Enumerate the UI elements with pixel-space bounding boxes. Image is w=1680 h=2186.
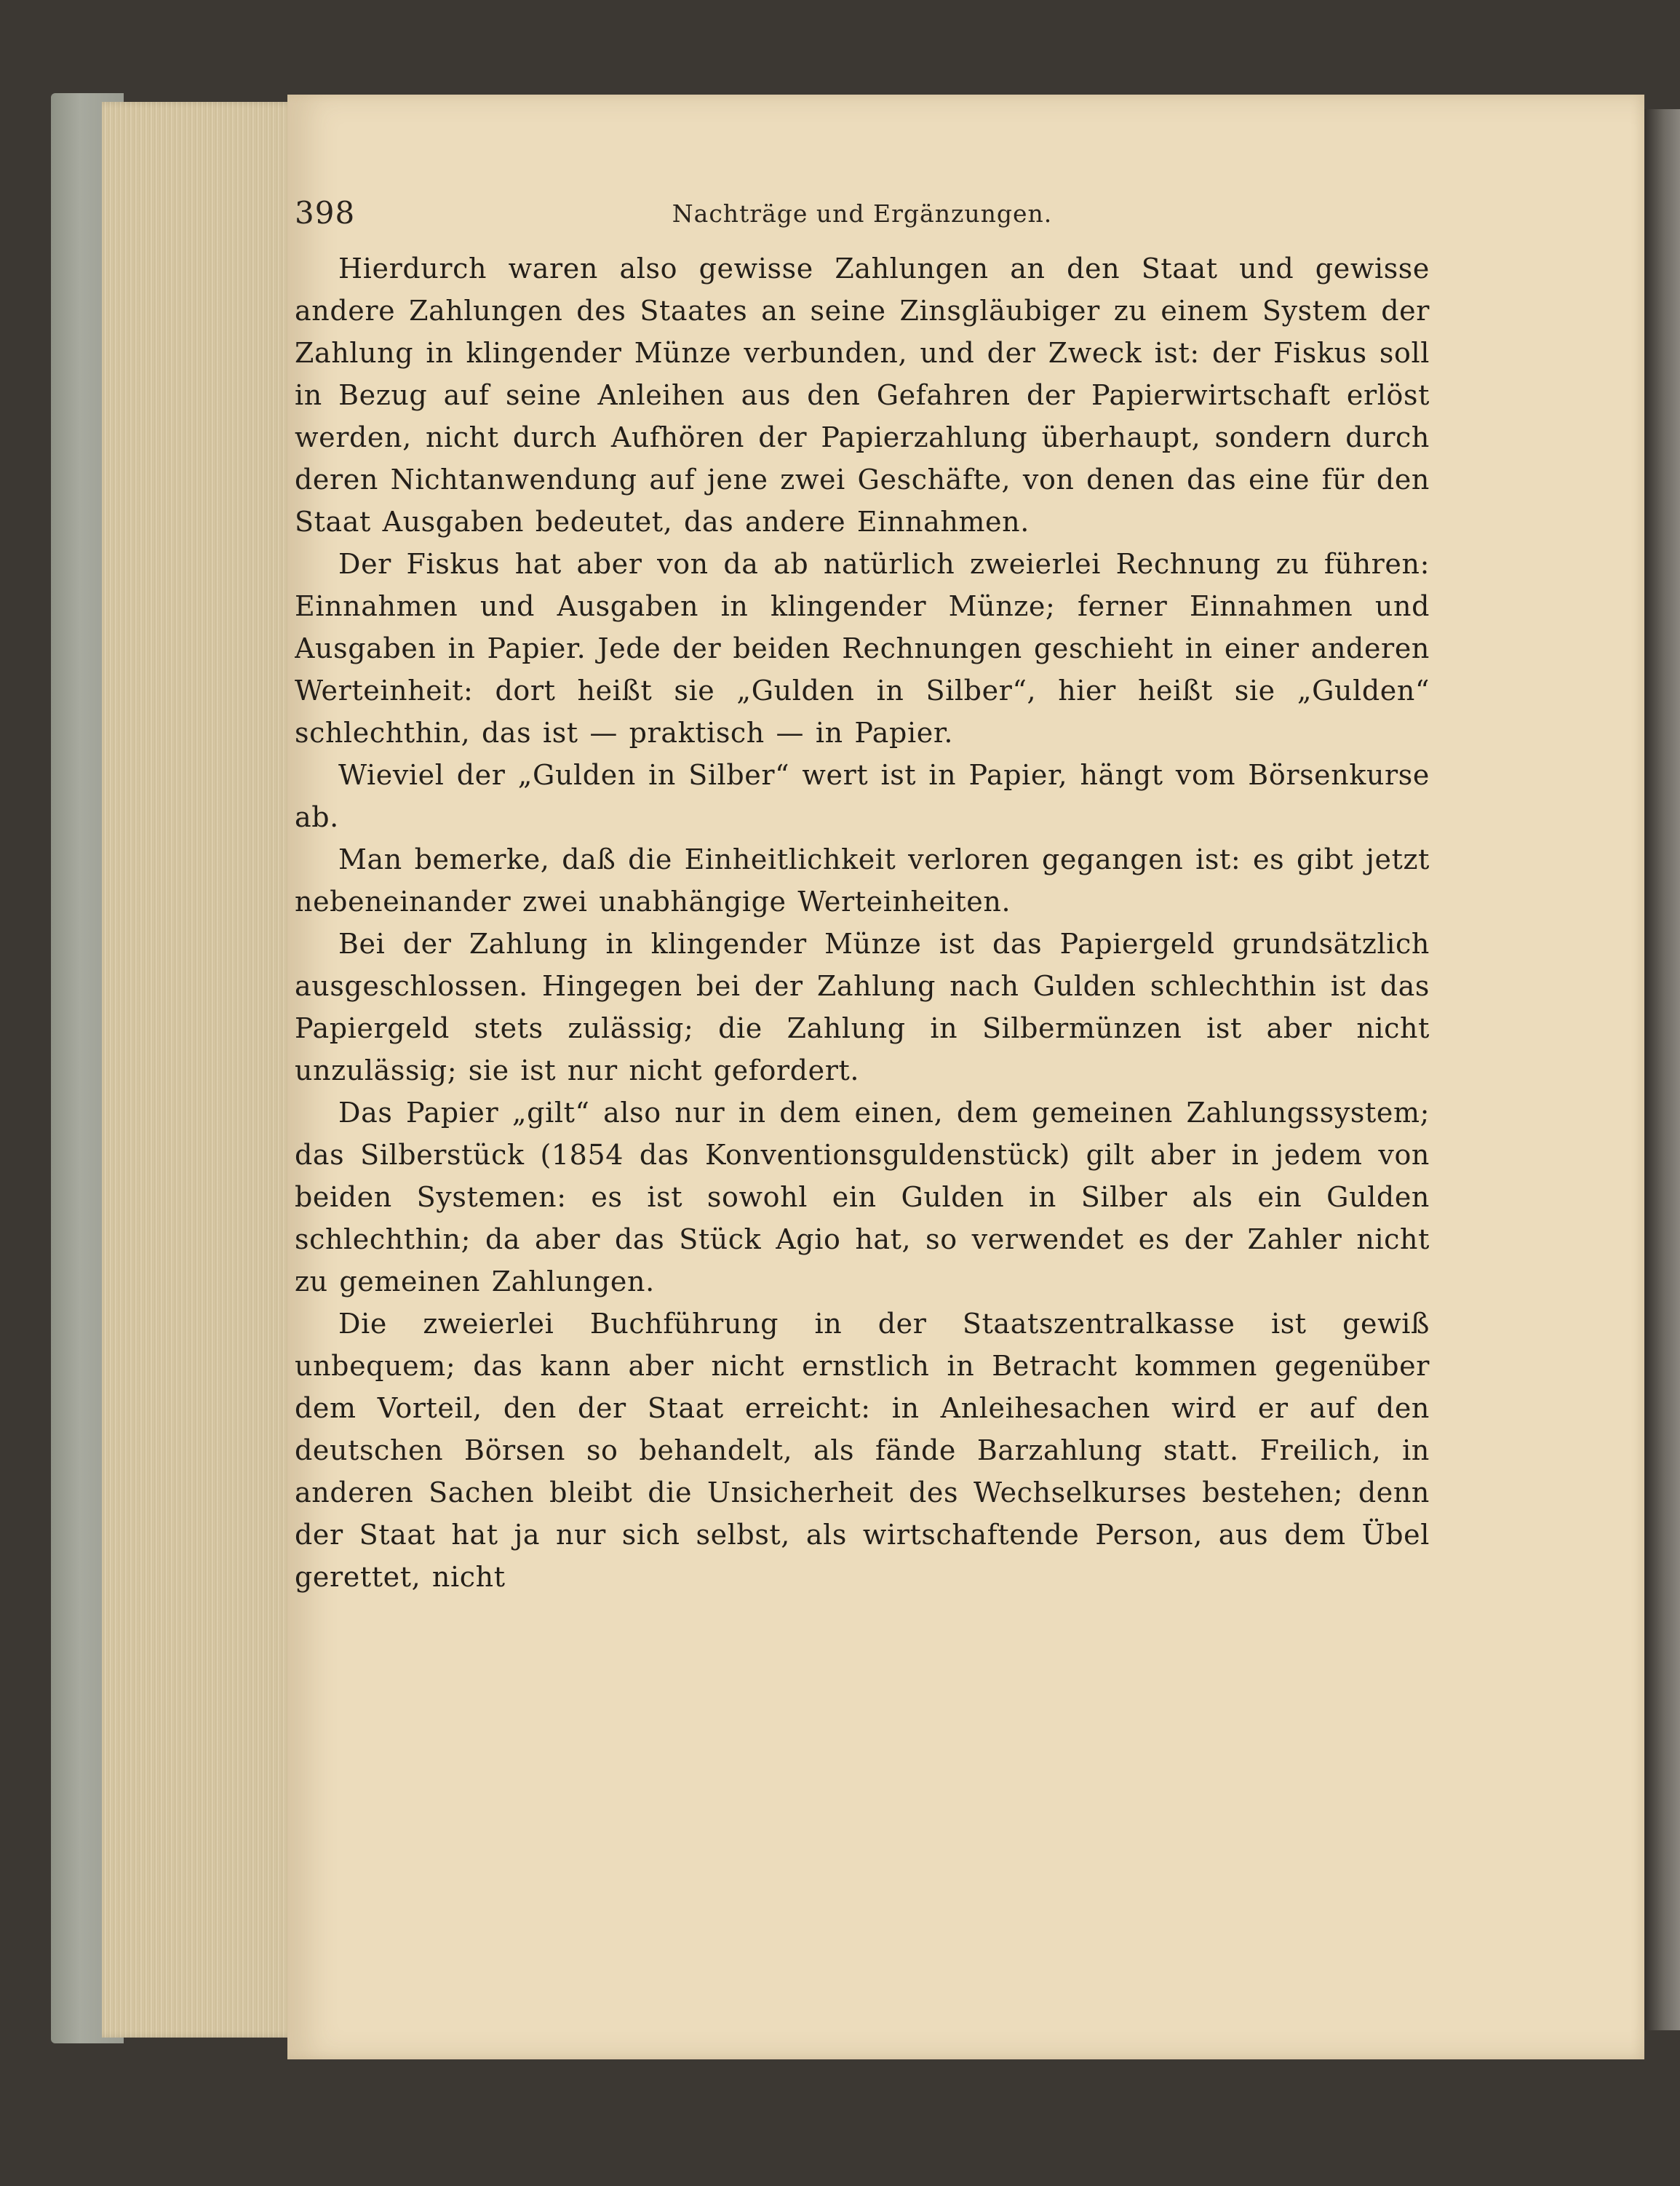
page-edges <box>102 102 298 2038</box>
page-number: 398 <box>295 195 356 231</box>
paragraph: Man bemerke, daß die Einheitlichkeit verloren gegangen ist: es gibt jetzt nebeneinander zwei unabhängige Werteinheiten. <box>295 843 1430 918</box>
page-body <box>295 247 1430 1943</box>
facing-page-edge <box>1641 109 1680 2030</box>
paragraph: Wieviel der „Gulden in Silber“ wert ist in Papier, hängt vom Börsenkurse ab. <box>295 759 1430 833</box>
paragraph: Bei der Zahlung in klingender Münze ist das Papiergeld grundsätzlich ausgeschlossen. Hingegen bei der Zahlung nach Gulden schlechthin ist das Papiergeld stets zulässig; die Zahlung in Silbermünzen ist aber nicht unzulässig; sie ist nur nicht gefordert. <box>295 928 1430 1086</box>
paragraph: Hierdurch waren also gewisse Zahlungen an den Staat und gewisse andere Zahlungen des Staates an seine Zinsgläubiger zu einem System der Zahlung in klingender Münze verbunden, und der Zweck ist: der Fiskus soll in Bezug auf seine Anleihen aus den Gefahren der Papierwirtschaft erlöst werden, nicht durch Aufhören der Papierzahlung überhaupt, sondern durch deren Nichtanwendung auf jene zwei Geschäfte, von denen das eine für den Staat Ausgaben bedeutet, das andere Einnahmen. <box>295 253 1430 538</box>
paragraph: Die zweierlei Buchführung in der Staatszentralkasse ist gewiß unbequem; das kann aber nicht ernstlich in Betracht kommen gegenüber dem Vorteil, den der Staat erreicht: in Anleihesachen wird er auf den deutschen Börsen so behandelt, als fände Barzahlung statt. Freilich, in anderen Sachen bleibt die Unsicherheit des Wechselkurses bestehen; denn der Staat hat ja nur sich selbst, als wirtschaftende Person, aus dem Übel gerettet, nicht <box>295 1308 1430 1593</box>
running-head: Nachträge und Ergänzungen. <box>672 199 1053 228</box>
page-header <box>295 195 1430 239</box>
paragraph: Der Fiskus hat aber von da ab natürlich zweierlei Rechnung zu führen: Einnahmen und Ausgaben in klingender Münze; ferner Einnahmen und Ausgaben in Papier. Jede der beiden Rechnungen geschieht in einer anderen Werteinheit: dort heißt sie „Gulden in Silber“, hier heißt sie „Gulden“ schlechthin, das ist — praktisch — in Papier. <box>295 548 1430 749</box>
paragraph: Das Papier „gilt“ also nur in dem einen, dem gemeinen Zahlungssystem; das Silberstück (1854 das Konventionsguldenstück) gilt aber in jedem von beiden Systemen: es ist sowohl ein Gulden in Silber als ein Gulden schlechthin; da aber das Stück Agio hat, so verwendet es der Zahler nicht zu gemeinen Zahlungen. <box>295 1097 1430 1297</box>
